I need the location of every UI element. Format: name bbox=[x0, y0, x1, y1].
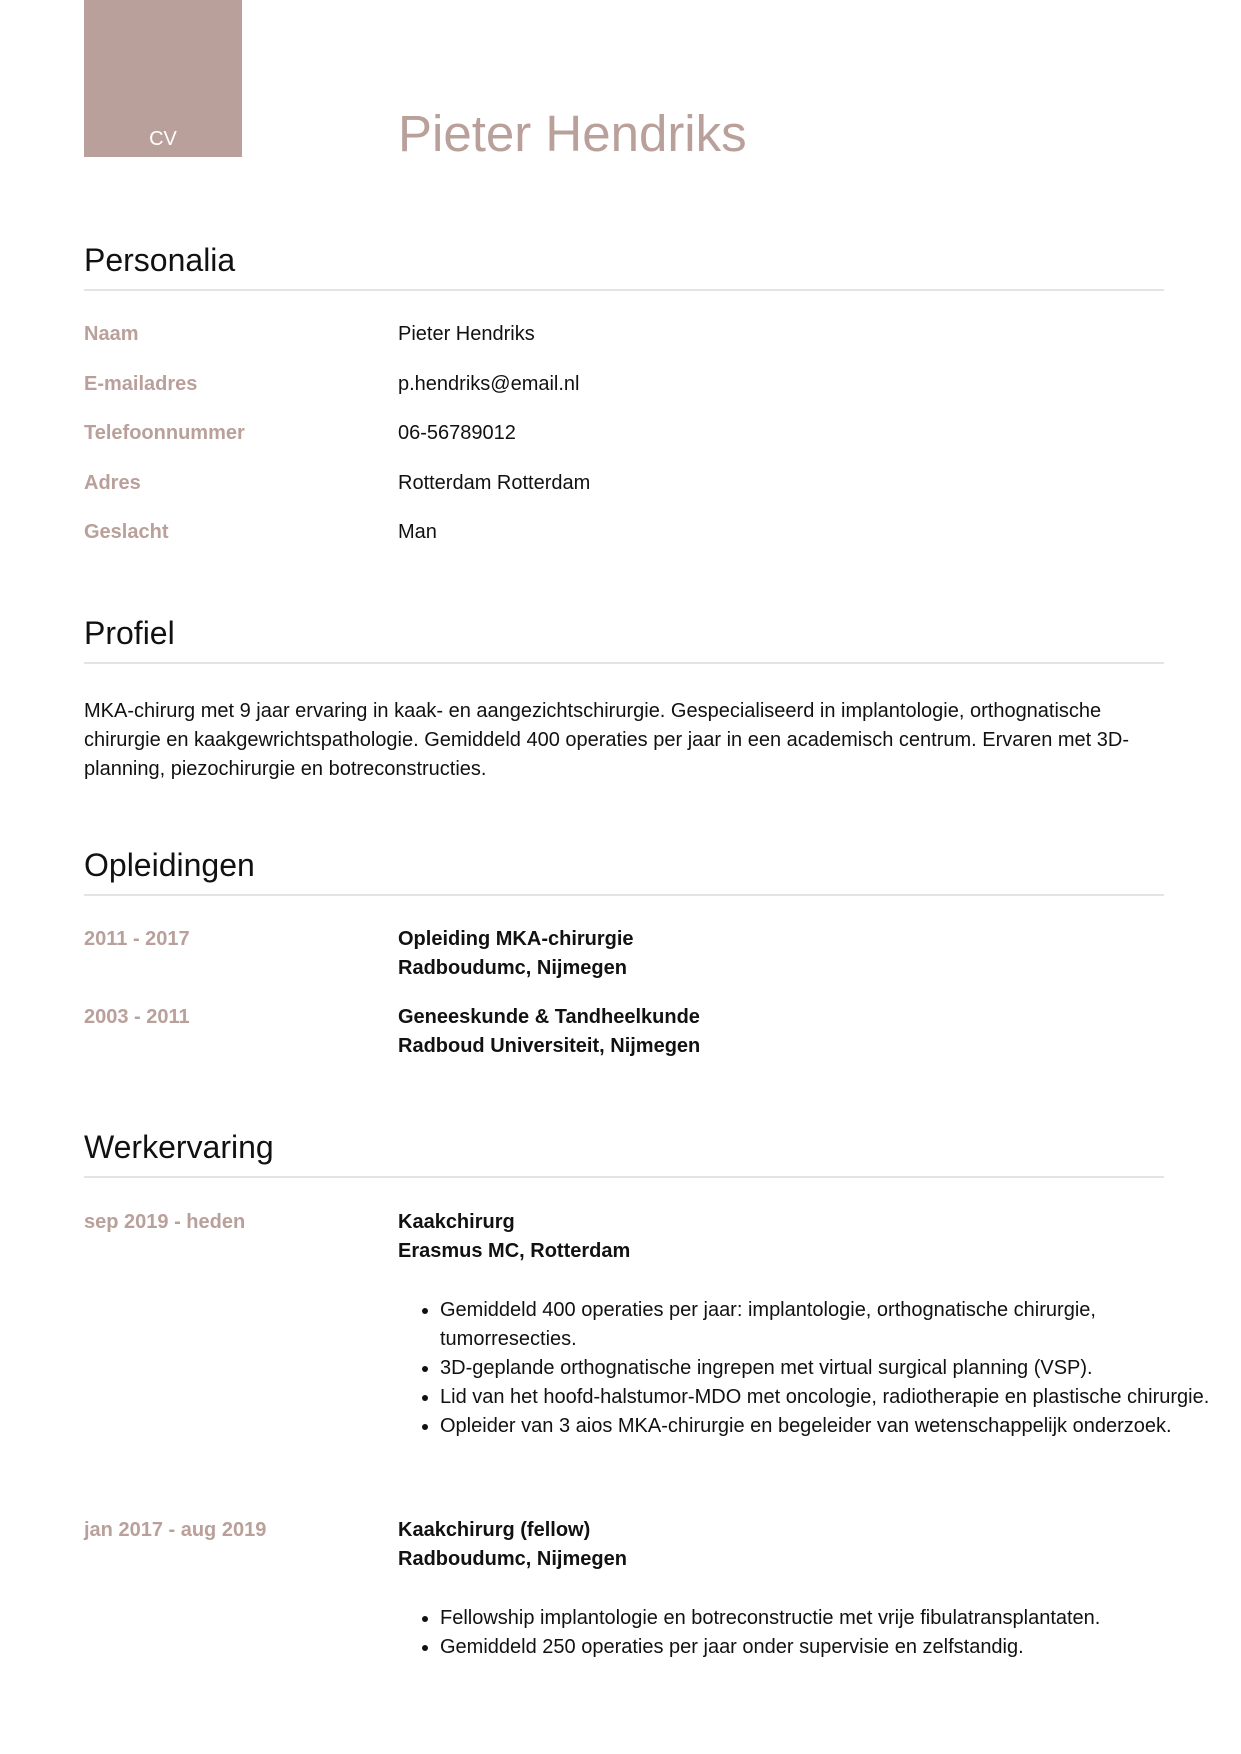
education-title: Geneeskunde & Tandheelkunde bbox=[398, 1006, 700, 1028]
work-employer: Erasmus MC, Rotterdam bbox=[398, 1240, 631, 1262]
section-title-werkervaring: Werkervaring bbox=[84, 1129, 274, 1165]
education-period: 2003 - 2011 bbox=[84, 1006, 190, 1028]
education-details bbox=[398, 925, 634, 983]
work-employer: Radboudumc, Nijmegen bbox=[398, 1548, 627, 1570]
section-title-opleidingen: Opleidingen bbox=[84, 847, 255, 883]
work-details bbox=[398, 1516, 627, 1574]
field-value: Rotterdam Rotterdam bbox=[398, 472, 591, 494]
work-title: Kaakchirurg (fellow) bbox=[398, 1519, 591, 1541]
field-label: Telefoonnummer bbox=[84, 422, 245, 444]
section-title-personalia: Personalia bbox=[84, 242, 236, 278]
education-institution: Radboud Universiteit, Nijmegen bbox=[398, 1035, 701, 1057]
work-period: jan 2017 - aug 2019 bbox=[84, 1519, 267, 1541]
education-details bbox=[398, 1003, 700, 1061]
section-divider bbox=[84, 1176, 1164, 1178]
cv-badge-label: CV bbox=[149, 128, 177, 150]
work-bullet: • Gemiddeld 250 operaties per jaar onder supervisie en zelfstandig. bbox=[440, 1633, 1210, 1662]
work-details bbox=[398, 1208, 630, 1266]
education-title: Opleiding MKA-chirurgie bbox=[398, 928, 634, 950]
field-label: Geslacht bbox=[84, 521, 169, 543]
page-title: Pieter Hendriks bbox=[398, 105, 747, 162]
section-divider bbox=[84, 894, 1164, 896]
field-label: E-mailadres bbox=[84, 373, 198, 395]
field-value: Man bbox=[398, 521, 437, 543]
cv-badge bbox=[84, 0, 242, 157]
profile-text: MKA-chirurg met 9 jaar ervaring in kaak- en aangezichtschirurgie. Gespecialiseerd in implantologie, orthognatische chirurgie en kaakgewrichtspathologie. Gemiddeld 400 operaties per jaar in een academisch centrum. Ervaren met 3D-planning, piezochirurgie en botreconstructies. bbox=[84, 700, 1129, 780]
work-period: sep 2019 - heden bbox=[84, 1211, 246, 1233]
field-label: Naam bbox=[84, 323, 139, 345]
work-bullets bbox=[398, 1604, 1210, 1662]
work-bullet: • Fellowship implantologie en botreconstructie met vrije fibulatransplantaten. bbox=[440, 1604, 1210, 1633]
work-bullet: • 3D-geplande orthognatische ingrepen met virtual surgical planning (VSP). bbox=[440, 1354, 1210, 1383]
section-divider bbox=[84, 289, 1164, 291]
section-divider bbox=[84, 662, 1164, 664]
field-value: 06-56789012 bbox=[398, 422, 516, 444]
work-title: Kaakchirurg bbox=[398, 1211, 515, 1233]
education-institution: Radboudumc, Nijmegen bbox=[398, 957, 627, 979]
field-value: Pieter Hendriks bbox=[398, 323, 535, 345]
field-value: p.hendriks@email.nl bbox=[398, 373, 580, 395]
work-bullet: • Lid van het hoofd-halstumor-MDO met oncologie, radiotherapie en plastische chirurgie. bbox=[440, 1383, 1210, 1412]
work-bullet: • Opleider van 3 aios MKA-chirurgie en begeleider van wetenschappelijk onderzoek. bbox=[440, 1412, 1210, 1441]
work-bullets bbox=[398, 1296, 1210, 1441]
education-period: 2011 - 2017 bbox=[84, 928, 190, 950]
field-label: Adres bbox=[84, 472, 141, 494]
work-bullet: • Gemiddeld 400 operaties per jaar: implantologie, orthognatische chirurgie, tumorresecties. bbox=[440, 1296, 1210, 1354]
section-title-profiel: Profiel bbox=[84, 615, 175, 651]
